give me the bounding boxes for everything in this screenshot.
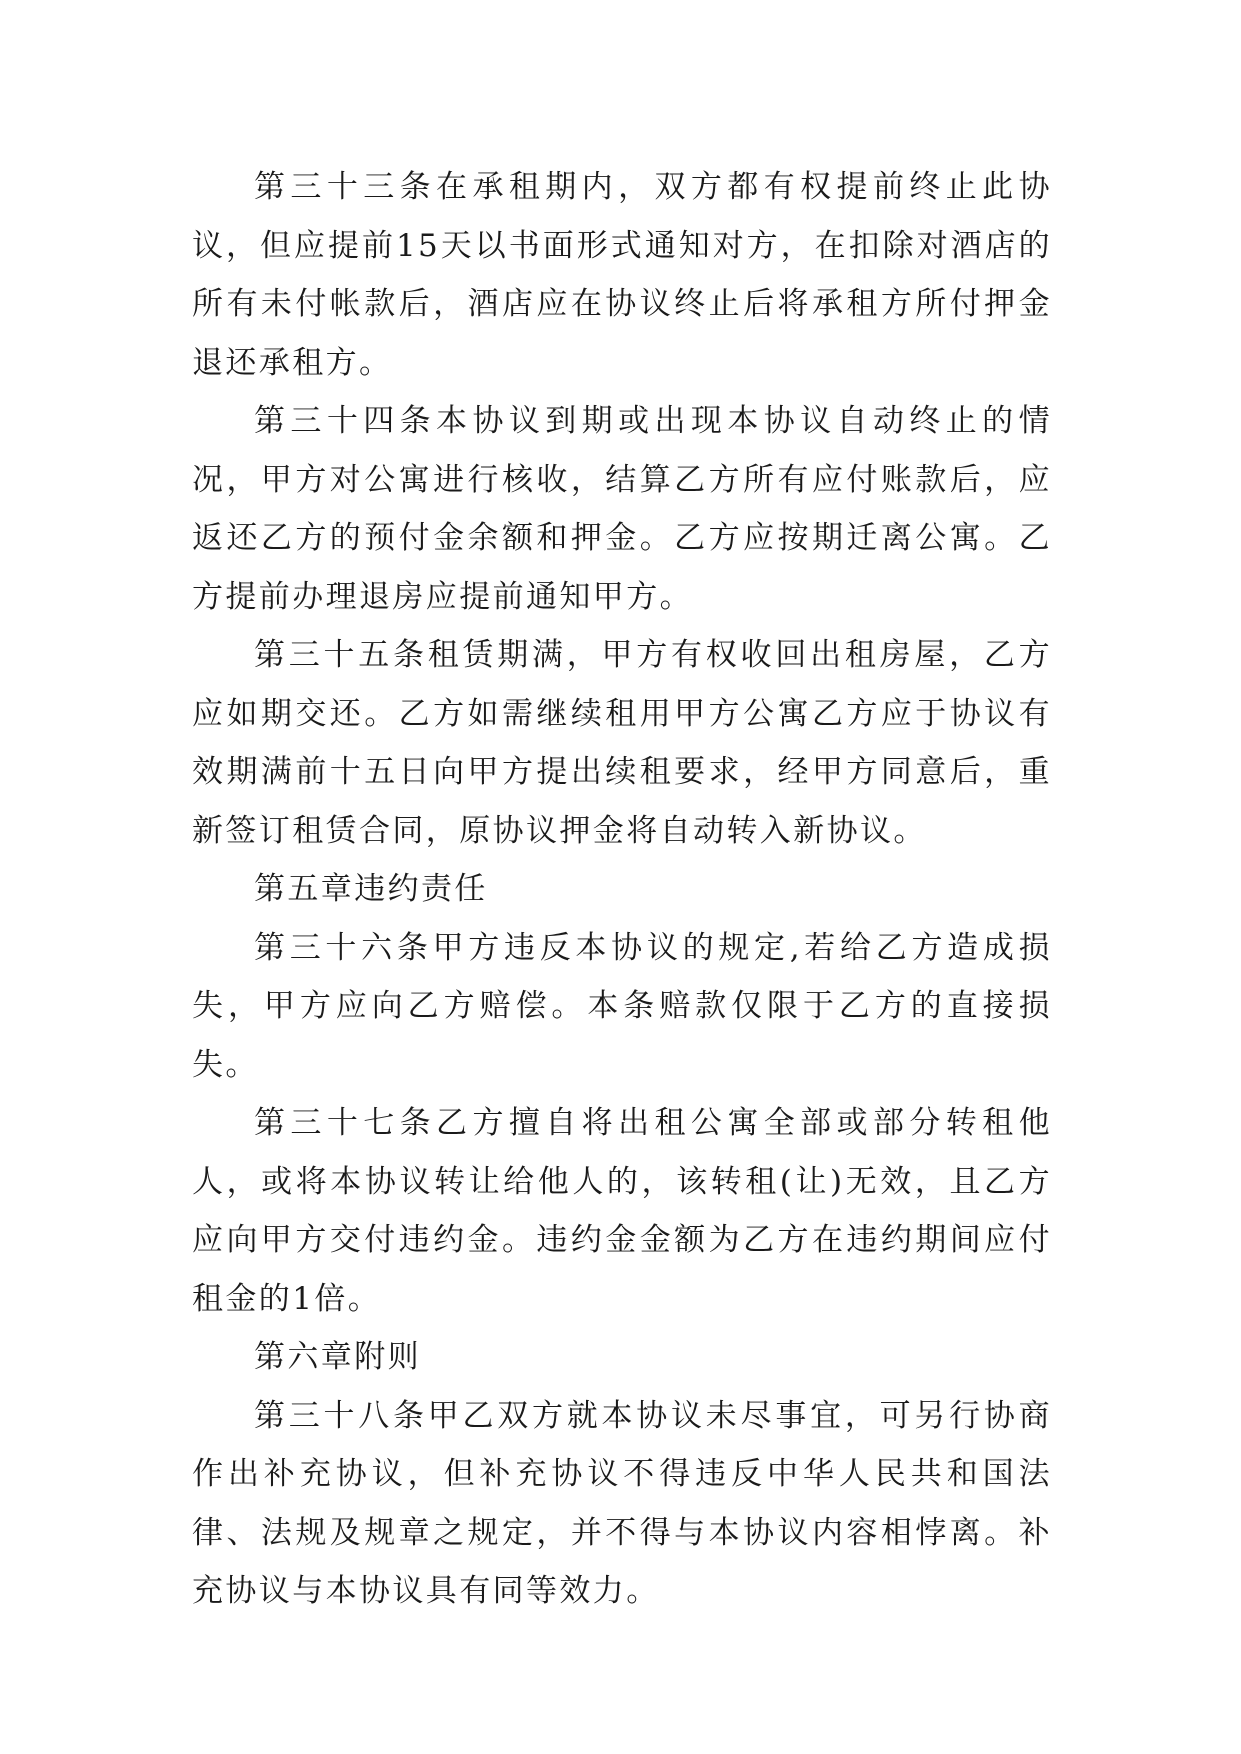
article-33: 第三十三条在承租期内，双方都有权提前终止此协议，但应提前15天以书面形式通知对方，在扣除对酒店的所有未付帐款后，酒店应在协议终止后将承租方所付押金退还承租方。 [192,169,1052,381]
article-37: 第三十七条乙方擅自将出租公寓全部或部分转租他人，或将本协议转让给他人的，该转租(让)无效，且乙方应向甲方交付违约金。违约金金额为乙方在违约期间应付租金的1倍。 [192,1105,1052,1317]
document-body [192,158,1052,1621]
article-38: 第三十八条甲乙双方就本协议未尽事宜，可另行协商作出补充协议，但补充协议不得违反中华人民共和国法律、法规及规章之规定，并不得与本协议内容相悖离。补充协议与本协议具有同等效力。 [192,1397,1052,1609]
chapter-5-heading: 第五章违约责任 [254,871,488,907]
article-35: 第三十五条租赁期满，甲方有权收回出租房屋，乙方应如期交还。乙方如需继续租用甲方公寓乙方应于协议有效期满前十五日向甲方提出续租要求，经甲方同意后，重新签订租赁合同，原协议押金将自动转入新协议。 [192,637,1052,849]
article-36: 第三十六条甲方违反本协议的规定,若给乙方造成损失，甲方应向乙方赔偿。本条赔款仅限于乙方的直接损失。 [192,929,1052,1083]
article-34: 第三十四条本协议到期或出现本协议自动终止的情况，甲方对公寓进行核收，结算乙方所有应付账款后，应返还乙方的预付金余额和押金。乙方应按期迁离公寓。乙方提前办理退房应提前通知甲方。 [192,403,1052,615]
chapter-6-heading: 第六章附则 [254,1339,421,1375]
